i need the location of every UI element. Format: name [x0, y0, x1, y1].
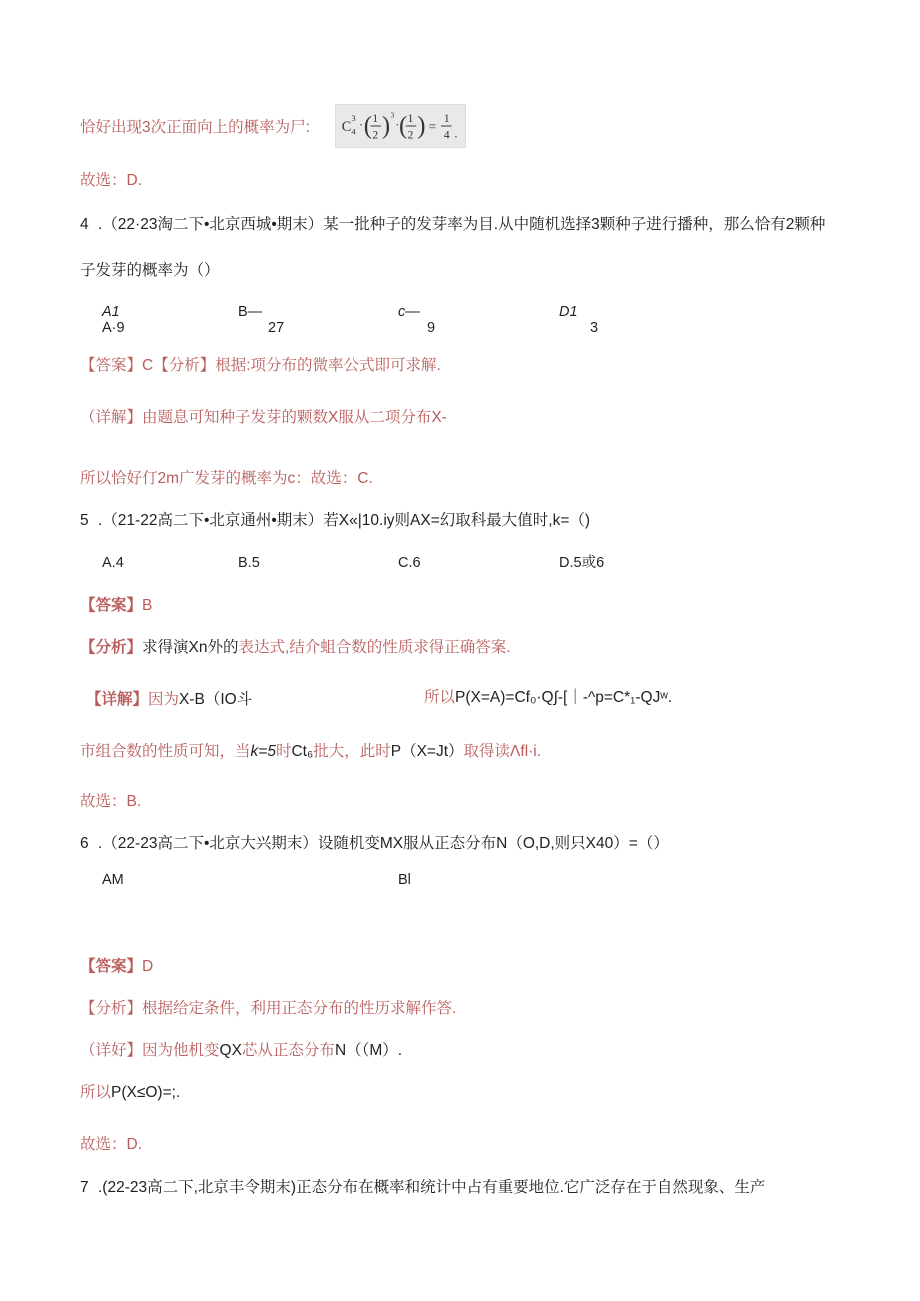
q4-stem-line1: .（22·23淘二下•北京西城•期末）某一批种子的发芽率为目.从中随机选择3颗种子进行播种，那么恰有2颗种 [98, 216, 826, 233]
q5-detail-right-part2: P(X=A)=Cf₀·Q∫-[｜-^p=C*₁-QJʷ. [455, 689, 673, 706]
q7-stem: .(22-23高二下,北京丰令期末)正态分布在概率和统计中占有重要地位.它广泛存在于自然现象、生产 [98, 1179, 766, 1196]
q5-conclusion-part6: P（X=Jt） [390, 743, 464, 760]
q4-answer: 【答案】C【分析】根据:项分布的微率公式即可求解. [80, 357, 441, 374]
q6-therefore-part2: P(X≤O)=;. [111, 1084, 181, 1101]
q6-detail [80, 1041, 402, 1061]
q6-detail-part3: 芯从正态分布 [241, 1042, 335, 1059]
q5-detail-tag: 【详解】 [86, 691, 149, 708]
formula-half-num-1: 1 [372, 113, 379, 126]
formula-half-den-2: 2 [407, 129, 414, 142]
q6-detail-part4: N（（M）. [334, 1042, 403, 1059]
q6-analysis: 【分析】根据给定条件，利用正态分布的性历求解作答. [80, 1000, 457, 1017]
q4-option-b-top[interactable]: B— [238, 304, 263, 320]
formula-sub: 4 [351, 126, 356, 137]
q4-detail: （详解】由题息可知种子发芽的颗数X服从二项分布X- [80, 409, 447, 426]
q4-number: 4 [80, 216, 89, 233]
svg-text:(: ( [363, 112, 373, 140]
text-exact3-probability: 恰好出现3次正面向上的概率为尸: [80, 119, 310, 136]
formula-result-num: 1 [443, 113, 450, 126]
q5-analysis [80, 638, 511, 658]
q5-detail-right-part1: 所以 [424, 689, 456, 706]
q4-stem-line2: 子发芽的概率为（） [80, 262, 220, 279]
q5-number: 5 [80, 512, 89, 529]
q6-stem: .（22-23高二下•北京大兴期末）设随机变MX服从正态分布N（O,D,则只X40）=（） [98, 835, 669, 852]
q6-answer-tag: 【答案】 [80, 958, 143, 975]
q6-detail-part2: QX [219, 1042, 242, 1059]
q5-answer [80, 596, 152, 616]
q5-option-c[interactable]: C.6 [398, 555, 421, 571]
q4-option-a-bottom: A·9 [102, 320, 125, 336]
q6-option-a[interactable]: AM [102, 872, 124, 888]
q6-answer-value: D [142, 958, 154, 975]
q4-therefore: 所以恰好仃2m广发芽的概率为c：故选：C. [80, 470, 373, 487]
q6-select: 故选：D. [80, 1136, 143, 1153]
q5-conclusion-part1: 市组合数的性质可知，当 [80, 743, 251, 760]
formula-image [335, 104, 466, 148]
q4-option-d-top[interactable]: D1 [559, 304, 578, 320]
q5-stem: .（21-22高二下•北京通州•期末）若X«|10.iy则AX=幻取科最大值时,k=（) [98, 512, 591, 529]
q5-answer-tag: 【答案】 [80, 597, 143, 614]
q6-number: 6 [80, 835, 89, 852]
svg-text:·: · [395, 117, 400, 132]
svg-text:·: · [358, 117, 364, 132]
q7-number: 7 [80, 1179, 89, 1196]
q5-detail-part1: 因为 [148, 691, 180, 708]
q5-analysis-part2: 表达式,结介蛆合数的性质求得正确答案. [238, 639, 511, 656]
q4-option-c-bottom: 9 [427, 320, 436, 336]
q4-option-a-top[interactable]: A1 [102, 304, 120, 320]
q5-detail-part2: X-B（IO斗 [179, 691, 253, 708]
q5-option-b[interactable]: B.5 [238, 555, 260, 571]
q4-option-b-bottom: 27 [268, 320, 285, 336]
q5-conclusion-part4: Ct₆ [291, 743, 314, 760]
formula-c: C [341, 118, 352, 135]
q5-select: 故选：B. [80, 793, 142, 810]
q6-answer [80, 957, 153, 977]
svg-text:=: = [428, 118, 437, 134]
q5-detail-right [424, 688, 672, 708]
svg-text:(: ( [399, 112, 408, 140]
q6-detail-part1: （详好】因为他机变 [80, 1042, 220, 1059]
q6-option-b[interactable]: Bl [398, 872, 411, 888]
q4-option-c-top[interactable]: c— [398, 304, 420, 320]
q5-detail [86, 690, 252, 710]
svg-text:): ) [381, 112, 391, 140]
q5-conclusion-part5: 批大，此时 [313, 743, 391, 760]
q5-option-a[interactable]: A.4 [102, 555, 124, 571]
svg-text:.: . [454, 126, 458, 141]
q5-conclusion [80, 742, 541, 762]
formula-half-den-1: 2 [372, 129, 379, 142]
svg-text:): ) [417, 112, 426, 140]
q6-therefore [80, 1083, 180, 1103]
q5-analysis-part1: 求得演Xn外的 [142, 639, 239, 656]
q5-option-d[interactable]: D.5或6 [559, 555, 605, 571]
select-d-1: 故选：D. [80, 172, 143, 189]
formula-half-num-2: 1 [407, 113, 414, 126]
q5-answer-value: B [142, 597, 153, 614]
q5-analysis-tag: 【分析】 [80, 639, 143, 656]
q5-conclusion-part7: 取得读Λfl·i. [463, 743, 542, 760]
q6-therefore-part1: 所以 [80, 1084, 112, 1101]
formula-result-den: 4 [443, 129, 450, 142]
q5-conclusion-part2: k=5 [250, 743, 276, 760]
formula-sup: 3 [351, 113, 356, 124]
formula-cube: 3 [390, 110, 395, 120]
q4-option-d-bottom: 3 [590, 320, 599, 336]
q5-conclusion-part3: 时 [275, 743, 292, 760]
